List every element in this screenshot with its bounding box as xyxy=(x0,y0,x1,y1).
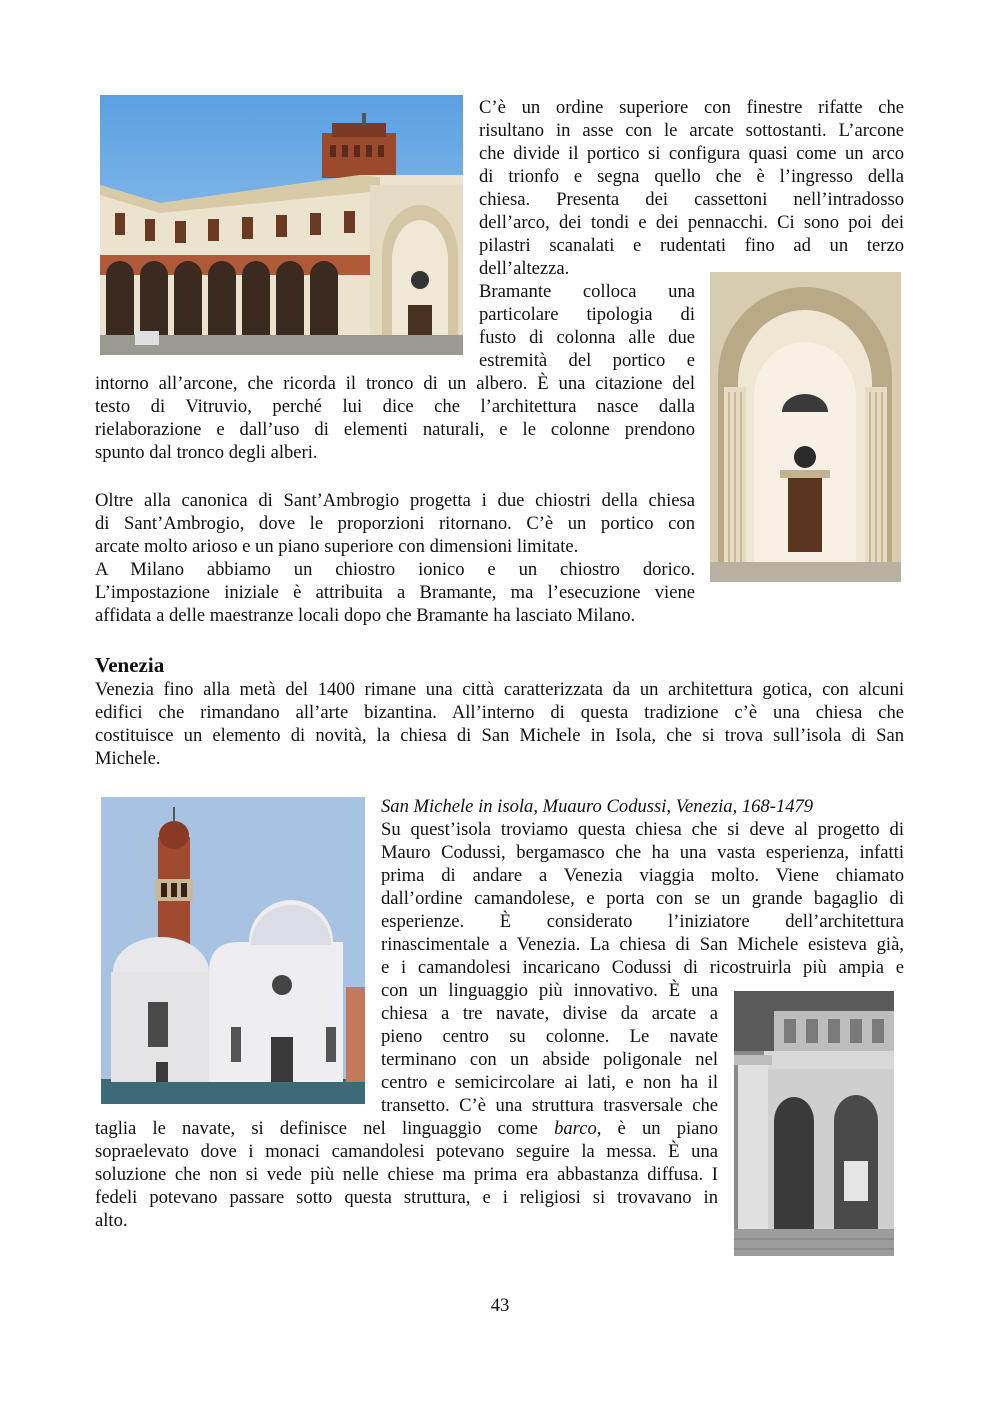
text-line: dell’arco, dei tondi e dei pennacchi. Ci sono poi dei xyxy=(479,212,904,233)
text-line: chiesa a tre navate, divise da arcate a xyxy=(381,1003,718,1024)
paragraph-san-michele xyxy=(381,818,904,979)
cloister-photo xyxy=(100,95,463,355)
paragraph-bramante-narrow xyxy=(479,280,695,372)
text-line: rinascimentale a Venezia. La chiesa di San Michele esisteva già, xyxy=(381,934,904,955)
text-line: Michele. xyxy=(95,748,161,769)
text-line: chiesa. Presenta dei cassettoni nell’intradosso xyxy=(479,189,904,210)
text-line: pieno centro su colonne. Le navate xyxy=(381,1026,718,1047)
text-line: prima di andare a Venezia viaggia molto. Viene chiamato xyxy=(381,865,904,886)
text-line: Bramante colloca una xyxy=(479,281,695,302)
text-line: intorno all’arcone, che ricorda il tronco di un albero. È una citazione del xyxy=(95,373,695,394)
text-line: di trionfo e segna quello che è l’ingresso della xyxy=(479,166,904,187)
text-line: Oltre alla canonica di Sant’Ambrogio progetta i due chiostri della chiesa xyxy=(95,490,695,511)
text-line xyxy=(95,1117,718,1140)
paragraph-arcone xyxy=(479,96,904,280)
text-line: estremità del portico e xyxy=(479,350,695,371)
text-line: transetto. C’è una struttura trasversale che xyxy=(381,1095,718,1116)
text-line: esperienze. È considerato l’iniziatore dell’architettura xyxy=(381,911,904,932)
arch-portal-photo xyxy=(710,272,901,582)
page-number: 43 xyxy=(490,1295,510,1316)
text-line: centro e semicircolare ai lati, e non ha il xyxy=(381,1072,718,1093)
text-line: Su quest’isola troviamo questa chiesa che si deve al progetto di xyxy=(381,819,904,840)
text-line: affidata a delle maestranze locali dopo che Bramante ha lasciato Milano. xyxy=(95,605,636,626)
text-line: con un linguaggio più innovativo. È una xyxy=(381,980,718,1001)
text-line: L’impostazione iniziale è attribuita a Bramante, ma l’esecuzione viene xyxy=(95,582,695,603)
paragraph-chiostri xyxy=(95,489,695,627)
paragraph-barco xyxy=(95,1117,718,1232)
text-line: particolare tipologia di xyxy=(479,304,695,325)
text-line: soluzione che non si vede più nelle chiese ma prima era abbastanza diffusa. I xyxy=(95,1164,718,1185)
text-line: testo di Vitruvio, perché lui dice che l’architettura nasce dalla xyxy=(95,396,695,417)
figure-caption: San Michele in isola, Muauro Codussi, Venezia, 168-1479 xyxy=(381,796,814,817)
text-fragment: , è un piano xyxy=(596,1118,718,1139)
text-line: terminano con un abside poligonale nel xyxy=(381,1049,718,1070)
text-line: dall’ordine camandolese, e porta con se un grande bagaglio di xyxy=(381,888,904,909)
text-line: alto. xyxy=(95,1210,128,1231)
text-line: pilastri scanalati e rudentati fino ad un terzo xyxy=(479,235,904,256)
text-line: di Sant’Ambrogio, dove le proporzioni ritornano. C’è un portico con xyxy=(95,513,695,534)
text-line: costituisce un elemento di novità, la chiesa di San Michele in Isola, che si trova sull’isola di San xyxy=(95,725,904,746)
paragraph-san-michele-narrow xyxy=(381,979,718,1117)
text-line: sopraelevato dove i monaci camandolesi potevano seguire la messa. È una xyxy=(95,1141,718,1162)
text-line: fedeli potevano passare sotto questa struttura, e i religiosi si trovavano in xyxy=(95,1187,718,1208)
paragraph-venezia-intro xyxy=(95,678,904,770)
paragraph-bramante-wide xyxy=(95,372,695,464)
section-heading-venezia: Venezia xyxy=(95,653,165,677)
text-line: dell’altezza. xyxy=(479,258,570,279)
text-line: e i camandolesi incaricano Codussi di ricostruirla più ampia e xyxy=(381,957,904,978)
text-line: Mauro Codussi, bergamasco che ha una vasta esperienza, infatti xyxy=(381,842,904,863)
san-michele-photo xyxy=(101,797,365,1104)
interior-photo xyxy=(734,991,894,1256)
text-line: C’è un ordine superiore con finestre rifatte che xyxy=(479,97,904,118)
term-barco: barco xyxy=(554,1118,597,1139)
text-line: che divide il portico si configura quasi come un arco xyxy=(479,143,904,164)
text-line: spunto dal tronco degli alberi. xyxy=(95,442,318,463)
text-line: arcate molto arioso e un piano superiore con dimensioni limitate. xyxy=(95,536,579,557)
text-line: Venezia fino alla metà del 1400 rimane una città caratterizzata da un architettura gotica, con alcuni xyxy=(95,679,904,700)
text-line: A Milano abbiamo un chiostro ionico e un chiostro dorico. xyxy=(95,559,695,580)
text-fragment: taglia le navate, si definisce nel linguaggio come xyxy=(95,1118,555,1139)
text-line: edifici che rimandano all’arte bizantina. All’interno di questa tradizione c’è una chiesa che xyxy=(95,702,904,723)
text-line: fusto di colonna alle due xyxy=(479,327,695,348)
text-line: risultano in asse con le arcate sottostanti. L’arcone xyxy=(479,120,904,141)
text-line: rielaborazione e dall’uso di elementi naturali, e le colonne prendono xyxy=(95,419,695,440)
